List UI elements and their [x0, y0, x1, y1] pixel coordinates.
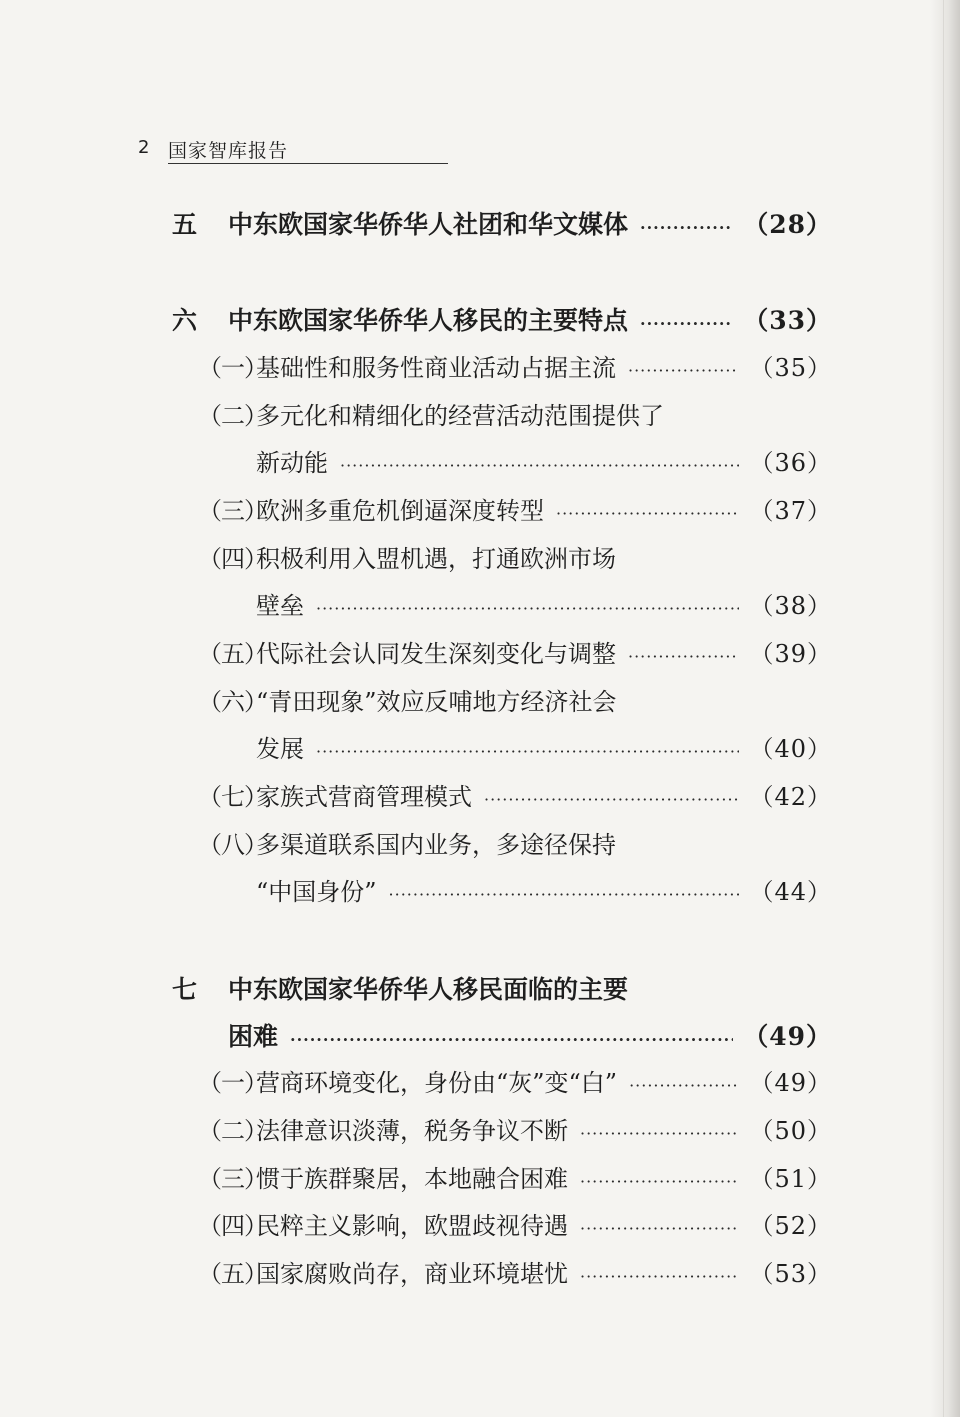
section-number: （五）: [198, 640, 267, 668]
section-title: 民粹主义影响，欧盟歧视待遇: [256, 1212, 568, 1240]
section-title: 多渠道联系国内业务，多途径保持: [256, 831, 616, 859]
section-title: 多元化和精细化的经营活动范围提供了: [256, 402, 664, 430]
page-ref: （38）: [749, 592, 832, 620]
section-title: 营商环境变化，身份由“灰”变“白”: [256, 1069, 618, 1097]
chapter-title-continued: 困难: [228, 1022, 279, 1051]
toc-chapter-7[interactable]: [172, 973, 832, 1007]
toc-chapter-7-cont[interactable]: [228, 1020, 832, 1057]
page-ref: （42）: [749, 783, 832, 811]
toc-section-7-4[interactable]: [198, 1209, 832, 1246]
chapter-number: 六: [172, 306, 198, 335]
page-ref: （44）: [749, 878, 832, 906]
toc-section-7-2[interactable]: [198, 1114, 832, 1151]
section-title-continued: 发展: [256, 735, 304, 763]
dot-leader: [640, 307, 733, 341]
dot-leader: [389, 878, 740, 912]
page-ref: （49）: [749, 1069, 832, 1097]
dot-leader: [628, 640, 739, 674]
page-ref: （49）: [743, 1022, 832, 1051]
section-title: 积极利用入盟机遇，打通欧洲市场: [256, 545, 616, 573]
page-ref: （28）: [743, 210, 832, 239]
page-ref: （40）: [749, 735, 832, 763]
section-title: 基础性和服务性商业活动占据主流: [256, 354, 616, 382]
chapter-title: 中东欧国家华侨华人移民面临的主要: [228, 975, 629, 1004]
section-title: “青田现象”效应反哺地方经济社会: [256, 688, 617, 716]
section-title-continued: 新动能: [256, 449, 328, 477]
toc-chapter-6[interactable]: [172, 304, 832, 341]
section-number: （三）: [198, 497, 267, 525]
section-title: 欧洲多重危机倒逼深度转型: [256, 497, 544, 525]
section-number: （二）: [198, 402, 267, 430]
toc-section-6-6-cont[interactable]: [256, 732, 832, 769]
dot-leader: [580, 1212, 739, 1246]
page-ref: （51）: [749, 1165, 832, 1193]
page-ref: （52）: [749, 1212, 832, 1240]
section-title-continued: “中国身份”: [256, 878, 377, 906]
toc-section-6-5[interactable]: [198, 637, 832, 674]
dot-leader: [290, 1023, 733, 1057]
page-ref: （35）: [749, 354, 832, 382]
toc-section-6-7[interactable]: [198, 780, 832, 817]
dot-leader: [580, 1260, 739, 1294]
chapter-number: 七: [172, 975, 198, 1004]
toc-section-6-4[interactable]: [198, 542, 832, 576]
section-number: （二）: [198, 1117, 267, 1145]
dot-leader: [340, 449, 739, 483]
page-ref: （37）: [749, 497, 832, 525]
chapter-title: 中东欧国家华侨华人社团和华文媒体: [228, 210, 629, 239]
toc-section-6-8[interactable]: [198, 828, 832, 862]
section-title: 国家腐败尚存，商业环境堪忧: [256, 1260, 568, 1288]
section-number: （六）: [198, 688, 267, 716]
section-number: （一）: [198, 1069, 267, 1097]
toc-section-6-6[interactable]: [198, 685, 832, 719]
section-number: （四）: [198, 1212, 267, 1240]
section-number: （四）: [198, 545, 267, 573]
toc-section-7-5[interactable]: [198, 1257, 832, 1294]
page-number: 2: [138, 137, 150, 158]
dot-leader: [628, 354, 739, 388]
header-rule: [168, 163, 448, 164]
dot-leader: [580, 1165, 739, 1199]
toc-section-6-8-cont[interactable]: [256, 875, 832, 912]
dot-leader: [629, 1069, 739, 1103]
toc-section-6-2[interactable]: [198, 399, 832, 433]
dot-leader: [316, 735, 739, 769]
section-title: 惯于族群聚居，本地融合困难: [256, 1165, 568, 1193]
dot-leader: [316, 592, 739, 626]
section-title-continued: 壁垒: [256, 592, 304, 620]
toc-section-6-1[interactable]: [198, 351, 832, 388]
section-number: （七）: [198, 783, 267, 811]
page-ref: （53）: [749, 1260, 832, 1288]
section-number: （五）: [198, 1260, 267, 1288]
book-title: 国家智库报告: [168, 140, 289, 162]
dot-leader: [640, 211, 733, 245]
dot-leader: [580, 1117, 739, 1151]
toc-section-6-4-cont[interactable]: [256, 589, 832, 626]
toc-section-7-1[interactable]: [198, 1066, 832, 1103]
toc-section-6-2-cont[interactable]: [256, 446, 832, 483]
page-ref: （50）: [749, 1117, 832, 1145]
section-number: （三）: [198, 1165, 267, 1193]
section-number: （八）: [198, 831, 267, 859]
chapter-number: 五: [172, 210, 198, 239]
dot-leader: [484, 783, 739, 817]
page-ref: （39）: [749, 640, 832, 668]
section-title: 代际社会认同发生深刻变化与调整: [256, 640, 616, 668]
section-title: 家族式营商管理模式: [256, 783, 472, 811]
chapter-title: 中东欧国家华侨华人移民的主要特点: [228, 306, 629, 335]
toc-section-6-3[interactable]: [198, 494, 832, 531]
dot-leader: [556, 497, 739, 531]
page-ref: （33）: [743, 306, 832, 335]
page-edge-shadow: [930, 0, 960, 1417]
section-number: （一）: [198, 354, 267, 382]
toc-section-7-3[interactable]: [198, 1162, 832, 1199]
page-ref: （36）: [749, 449, 832, 477]
section-title: 法律意识淡薄，税务争议不断: [256, 1117, 568, 1145]
toc-chapter-5[interactable]: [172, 208, 832, 245]
